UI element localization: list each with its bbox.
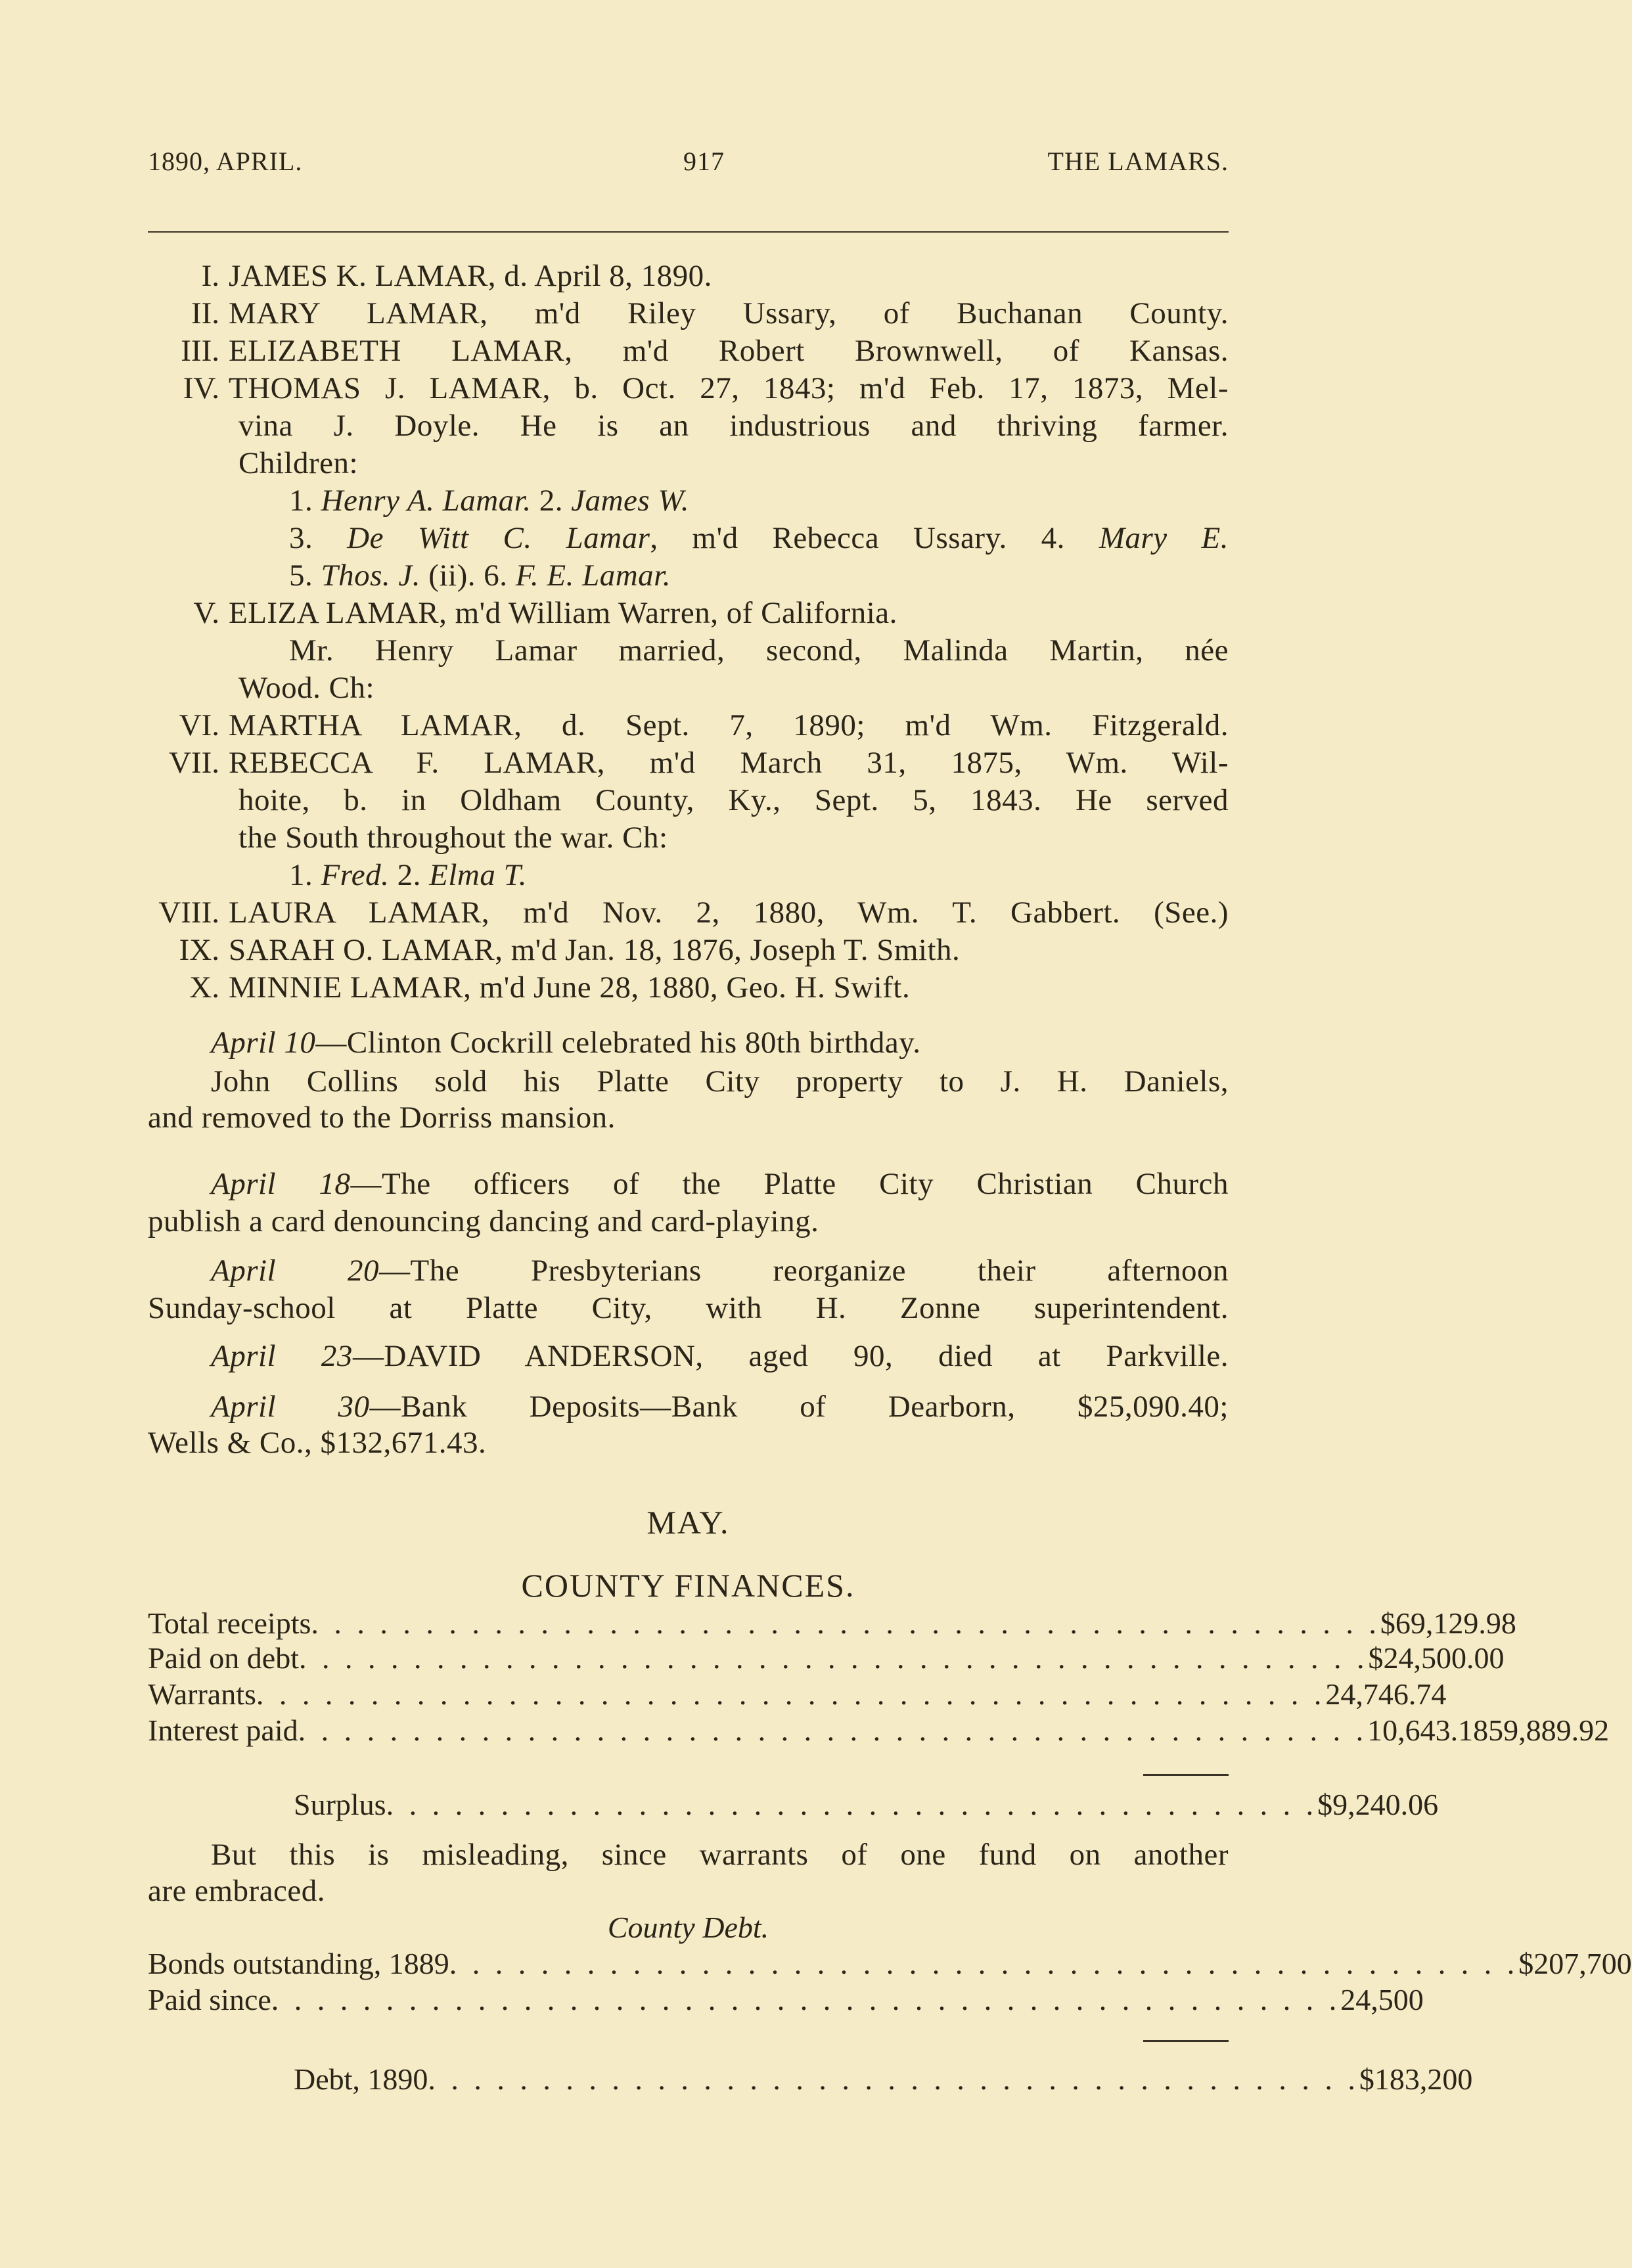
finance-row-mid: 24,746.74 <box>1325 1677 1447 1711</box>
dot-leader: . . . . . . . . . . . . . . . . . . . . . . . . . . . . . . . . . . . . . . . . . . . . . . . <box>256 1677 1326 1711</box>
text-segment: THOMAS J. LAMAR, b. Oct. 27, 1843; m'd Feb. 17, 1873, Mel- <box>229 371 1229 405</box>
dot-leader: . . . . . . . . . . . . . . . . . . . . . . . . . . . . . . . . . . . . . . . . . <box>428 2062 1359 2096</box>
cont-line <box>238 445 1229 482</box>
note-line: But this is misleading, since warrants of one fund on another <box>211 1838 1229 1872</box>
text-segment: MINNIE LAMAR, m'd June 28, 1880, Geo. H. Swift. <box>229 970 911 1005</box>
roman-numeral: VII. <box>169 746 219 780</box>
roman-numeral: III. <box>181 334 219 368</box>
italic-text: April 30 <box>211 1390 370 1424</box>
finance-row-mid: 10,643.18 <box>1367 1713 1489 1747</box>
entry-line <box>229 295 1229 332</box>
debt-row-label: Bonds outstanding, 1889 <box>148 1947 449 1980</box>
para-line <box>211 1166 1229 1203</box>
finance-row-label: Warrants <box>148 1677 256 1711</box>
text-segment: 2. <box>531 484 572 518</box>
text-segment: Children: <box>238 446 359 480</box>
child-line <box>289 520 1229 557</box>
text-segment: ELIZA LAMAR, m'd William Warren, of California. <box>229 596 897 630</box>
para-cont-line <box>148 1290 1229 1327</box>
debt-total-label: Debt, 1890 <box>294 2062 428 2096</box>
surplus-row <box>294 1786 1439 1823</box>
cont-line <box>238 669 1229 707</box>
child-line <box>289 557 1229 595</box>
child-line <box>289 632 1229 669</box>
para-line <box>211 1063 1229 1100</box>
debt-row-right: $207,700 <box>1518 1947 1632 1980</box>
debt-row-right: 24,500 <box>1340 1983 1424 2016</box>
roman-numeral: IV. <box>183 371 219 405</box>
finance-row-label: Total receipts <box>148 1606 311 1640</box>
text-segment: MARTHA LAMAR, d. Sept. 7, 1890; m'd Wm. Fitzgerald. <box>229 708 1229 742</box>
debt-row-label: Paid since <box>148 1983 271 2016</box>
text-segment: vina J. Doyle. He is an industrious and thriving farmer. <box>238 409 1229 443</box>
child-line <box>289 482 1229 520</box>
roman-numeral: I. <box>201 259 219 293</box>
finance-row-mid: $24,500.00 <box>1368 1641 1505 1675</box>
dot-leader: . . . . . . . . . . . . . . . . . . . . . . . . . . . . . . . . . . . . . . . . . <box>386 1788 1318 1821</box>
italic-text: April 10 <box>211 1026 316 1060</box>
text-segment: 2. <box>389 858 430 892</box>
text-segment: John Collins sold his Platte City property to J. H. Daniels, <box>211 1064 1229 1099</box>
para-line <box>211 1252 1229 1290</box>
italic-text: April 23 <box>211 1339 353 1373</box>
text-segment: (ii). 6. <box>420 558 516 593</box>
italic-text: Thos. J. <box>321 558 421 593</box>
roman-numeral: VIII. <box>158 896 219 930</box>
entry-line <box>229 744 1229 782</box>
italic-text: Mary E. <box>1099 521 1229 555</box>
para-cont-line <box>148 1424 1229 1462</box>
text-segment: Sunday-school at Platte City, with H. Zonne superintendent. <box>148 1291 1229 1325</box>
text-segment: —Clinton Cockrill celebrated his 80th birthday. <box>315 1026 921 1060</box>
italic-text: James W. <box>571 484 690 518</box>
header-rule <box>148 231 1229 233</box>
text-segment: —DAVID ANDERSON, aged 90, died at Parkville. <box>352 1339 1229 1373</box>
entry-line <box>229 370 1229 407</box>
finance-row <box>148 1675 1447 1713</box>
entry-line <box>229 332 1229 370</box>
debt-row <box>148 1945 1632 1982</box>
surplus-label: Surplus <box>294 1788 386 1821</box>
dot-leader: . . . . . . . . . . . . . . . . . . . . . . . . . . . . . . . . . . . . . . . . . . . . . . . <box>298 1713 1368 1747</box>
entry-line <box>229 595 1229 632</box>
child-line <box>289 857 1229 894</box>
finances-heading: COUNTY FINANCES. <box>521 1567 855 1604</box>
dot-leader: . . . . . . . . . . . . . . . . . . . . . . . . . . . . . . . . . . . . . . . . . . . . . . . <box>298 1641 1369 1675</box>
text-segment: SARAH O. LAMAR, m'd Jan. 18, 1876, Joseph T. Smith. <box>229 933 961 967</box>
italic-text: April 20 <box>211 1254 379 1288</box>
entry-line <box>229 258 1229 295</box>
text-segment: LAURA LAMAR, m'd Nov. 2, 1880, Wm. T. Gabbert. (See.) <box>229 896 1229 930</box>
text-segment: 1. <box>289 484 321 518</box>
roman-numeral: IX. <box>179 933 219 967</box>
italic-text: De Witt C. Lamar <box>347 521 650 555</box>
text-segment: ELIZABETH LAMAR, m'd Robert Brownwell, of Kansas. <box>229 334 1229 368</box>
italic-text: Henry A. Lamar. <box>321 484 532 518</box>
text-segment: REBECCA F. LAMAR, m'd March 31, 1875, Wm. Wil- <box>229 746 1229 780</box>
cont-line <box>238 407 1229 445</box>
para-line <box>211 1338 1229 1375</box>
debt-row <box>148 1981 1424 2018</box>
roman-numeral: V. <box>193 596 219 630</box>
finance-row <box>148 1639 1505 1677</box>
text-segment: , m'd Rebecca Ussary. 4. <box>650 521 1099 555</box>
cont-line <box>238 782 1229 819</box>
debt-total-value: $183,200 <box>1359 2062 1473 2096</box>
dot-leader: . . . . . . . . . . . . . . . . . . . . . . . . . . . . . . . . . . . . . . . . . . . . . . . <box>271 1983 1341 2016</box>
note-line: are embraced. <box>148 1874 326 1908</box>
italic-text: Elma T. <box>429 858 527 892</box>
surplus-value: $9,240.06 <box>1317 1788 1439 1821</box>
text-segment: —The Presbyterians reorganize their afternoon <box>379 1254 1229 1288</box>
text-segment: Mr. Henry Lamar married, second, Malinda Martin, née <box>289 633 1229 668</box>
text-segment: JAMES K. LAMAR, d. April 8, 1890. <box>229 259 712 293</box>
text-segment: Wood. Ch: <box>238 671 375 705</box>
text-segment: and removed to the Dorriss mansion. <box>148 1100 616 1135</box>
text-segment: the South throughout the war. Ch: <box>238 821 668 855</box>
italic-text: April 18 <box>211 1167 351 1201</box>
debt-rule <box>1143 2040 1229 2042</box>
para-cont-line <box>148 1203 1229 1240</box>
para-line <box>211 1024 1229 1062</box>
dot-leader: . . . . . . . . . . . . . . . . . . . . . . . . . . . . . . . . . . . . . . . . . . . . . . . <box>449 1947 1519 1980</box>
entry-line <box>229 707 1229 744</box>
text-segment: —Bank Deposits—Bank of Dearborn, $25,090.40; <box>369 1390 1229 1424</box>
cont-line <box>238 819 1229 857</box>
text-segment: publish a card denouncing dancing and card-playing. <box>148 1204 819 1238</box>
finance-row-label: Paid on debt <box>148 1641 299 1675</box>
finance-row-label: Interest paid <box>148 1713 298 1747</box>
page-number: 917 <box>683 147 725 176</box>
text-segment: —The officers of the Platte City Christian Church <box>350 1167 1229 1201</box>
text-segment: Wells & Co., $132,671.43. <box>148 1426 487 1460</box>
para-cont-line <box>148 1099 1229 1137</box>
entry-line <box>229 932 1229 969</box>
text-segment: 1. <box>289 858 321 892</box>
may-heading: MAY. <box>646 1504 730 1541</box>
text-segment: 3. <box>289 521 348 555</box>
roman-numeral: II. <box>191 296 219 330</box>
italic-text: Fred. <box>321 858 390 892</box>
finance-row <box>148 1604 1516 1642</box>
finance-row <box>148 1712 1610 1749</box>
italic-text: F. E. Lamar. <box>515 558 671 593</box>
dot-leader: . . . . . . . . . . . . . . . . . . . . . . . . . . . . . . . . . . . . . . . . . . . . . . . <box>311 1606 1380 1640</box>
para-line <box>211 1388 1229 1426</box>
entry-line <box>229 969 1229 1007</box>
roman-numeral: X. <box>189 970 219 1005</box>
roman-numeral: VI. <box>179 708 219 742</box>
finance-row-right: 59,889.92 <box>1488 1713 1610 1747</box>
debt-heading: County Debt. <box>607 1911 769 1944</box>
text-segment: 5. <box>289 558 321 593</box>
entry-line <box>229 894 1229 932</box>
debt-total-row <box>294 2060 1473 2098</box>
header-left: 1890, APRIL. <box>148 147 303 176</box>
text-segment: MARY LAMAR, m'd Riley Ussary, of Buchanan County. <box>229 296 1229 330</box>
sum-rule <box>1143 1774 1229 1776</box>
finance-row-right: $69,129.98 <box>1380 1606 1516 1640</box>
header-right: THE LAMARS. <box>1047 147 1229 176</box>
text-segment: hoite, b. in Oldham County, Ky., Sept. 5, 1843. He served <box>238 783 1229 817</box>
